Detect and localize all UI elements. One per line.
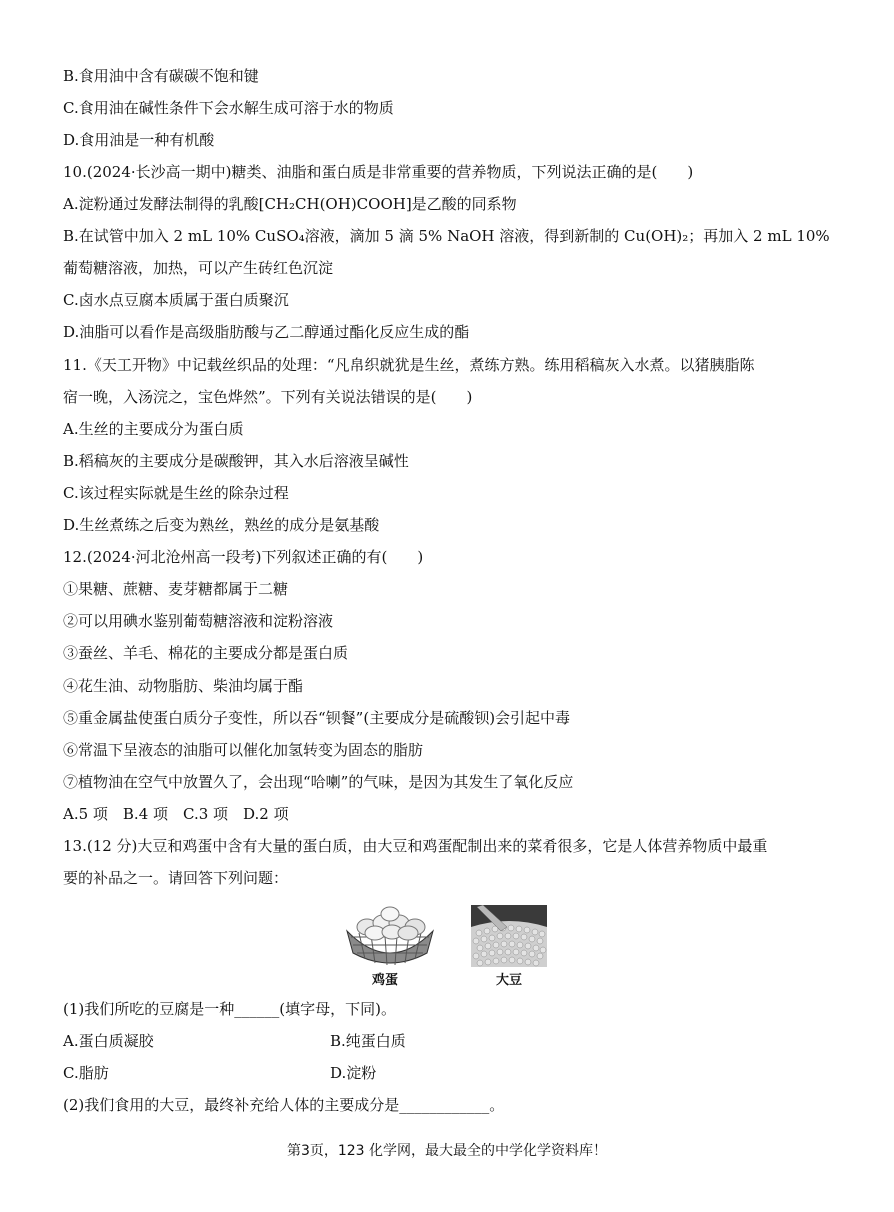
q12-statement-3: ③蚕丝、羊毛、棉花的主要成分都是蛋白质 bbox=[63, 644, 349, 662]
q11-option-d: D.生丝煮练之后变为熟丝，熟丝的成分是氨基酸 bbox=[63, 516, 380, 534]
q11-option-c: C.该过程实际就是生丝的除杂过程 bbox=[63, 484, 289, 502]
question-10-stem: 10.(2024·长沙高一期中)糖类、油脂和蛋白质是非常重要的营养物质，下列说法正确的是( ) bbox=[63, 163, 694, 181]
q12-statement-7: ⑦植物油在空气中放置久了，会出现“哈喇”的气味，是因为其发生了氧化反应 bbox=[63, 773, 574, 791]
q13-part-1-option-c: C.脂肪 bbox=[63, 1064, 109, 1082]
q13-part-1-option-a: A.蛋白质凝胶 bbox=[63, 1032, 154, 1050]
q12-statement-6: ⑥常温下呈液态的油脂可以催化加氢转变为固态的脂肪 bbox=[63, 741, 424, 759]
q9-option-d: D.食用油是一种有机酸 bbox=[63, 131, 215, 149]
egg-label: 鸡蛋 bbox=[372, 973, 399, 988]
q11-option-b: B.稻稿灰的主要成分是碳酸钾，其入水后溶液呈碱性 bbox=[63, 452, 409, 470]
question-11-stem-line2: 宿一晚，入汤浣之，宝色烨然”。下列有关说法错误的是( ) bbox=[63, 388, 473, 406]
q12-statement-1: ①果糖、蔗糖、麦芽糖都属于二糖 bbox=[63, 580, 289, 598]
q12-statement-2: ②可以用碘水鉴别葡萄糖溶液和淀粉溶液 bbox=[63, 612, 334, 630]
egg-basket-image bbox=[345, 905, 435, 971]
q13-part-1-option-b: B.纯蛋白质 bbox=[330, 1032, 406, 1050]
q13-part-2: (2)我们食用的大豆，最终补充给人体的主要成分是____________。 bbox=[63, 1096, 505, 1114]
q12-statement-5: ⑤重金属盐使蛋白质分子变性，所以吞“钡餐”(主要成分是硫酸钡)会引起中毒 bbox=[63, 709, 571, 727]
question-13-stem-line1: 13.(12 分)大豆和鸡蛋中含有大量的蛋白质，由大豆和鸡蛋配制出来的菜肴很多，它是人体营养物质中最重 bbox=[63, 837, 768, 855]
q9-option-c: C.食用油在碱性条件下会水解生成可溶于水的物质 bbox=[63, 99, 394, 117]
q9-option-b: B.食用油中含有碳碳不饱和键 bbox=[63, 67, 259, 85]
q12-statement-4: ④花生油、动物脂肪、柴油均属于酯 bbox=[63, 677, 304, 695]
q10-option-b-line2: 葡萄糖溶液，加热，可以产生砖红色沉淀 bbox=[63, 259, 334, 277]
page-footer: 第3页，123 化学网，最大最全的中学化学资料库！ bbox=[286, 1143, 608, 1159]
q10-option-d: D.油脂可以看作是高级脂肪酸与乙二醇通过酯化反应生成的酯 bbox=[63, 323, 470, 341]
q12-options: A.5 项 B.4 项 C.3 项 D.2 项 bbox=[63, 805, 289, 823]
q10-option-b-line1: B.在试管中加入 2 mL 10% CuSO₄溶液，滴加 5 滴 5% NaOH 溶液，得到新制的 Cu(OH)₂；再加入 2 mL 10% bbox=[63, 227, 830, 245]
question-13-stem-line2: 要的补品之一。请回答下列问题： bbox=[63, 869, 289, 887]
q10-option-c: C.卤水点豆腐本质属于蛋白质聚沉 bbox=[63, 291, 289, 309]
soybean-image bbox=[471, 905, 547, 971]
question-12-stem: 12.(2024·河北沧州高一段考)下列叙述正确的有( ) bbox=[63, 548, 424, 566]
q13-part-1-option-d: D.淀粉 bbox=[330, 1064, 377, 1082]
q13-part-1: (1)我们所吃的豆腐是一种______(填字母，下同)。 bbox=[63, 1000, 396, 1018]
question-11-stem-line1: 11.《天工开物》中记载丝织品的处理：“凡帛织就犹是生丝，煮练方熟。练用稻稿灰入水煮。以猪胰脂陈 bbox=[63, 356, 755, 374]
soybean-label: 大豆 bbox=[496, 973, 523, 988]
q11-option-a: A.生丝的主要成分为蛋白质 bbox=[63, 420, 244, 438]
q10-option-a: A.淀粉通过发酵法制得的乳酸[CH₂CH(OH)COOH]是乙酸的同系物 bbox=[63, 195, 517, 213]
